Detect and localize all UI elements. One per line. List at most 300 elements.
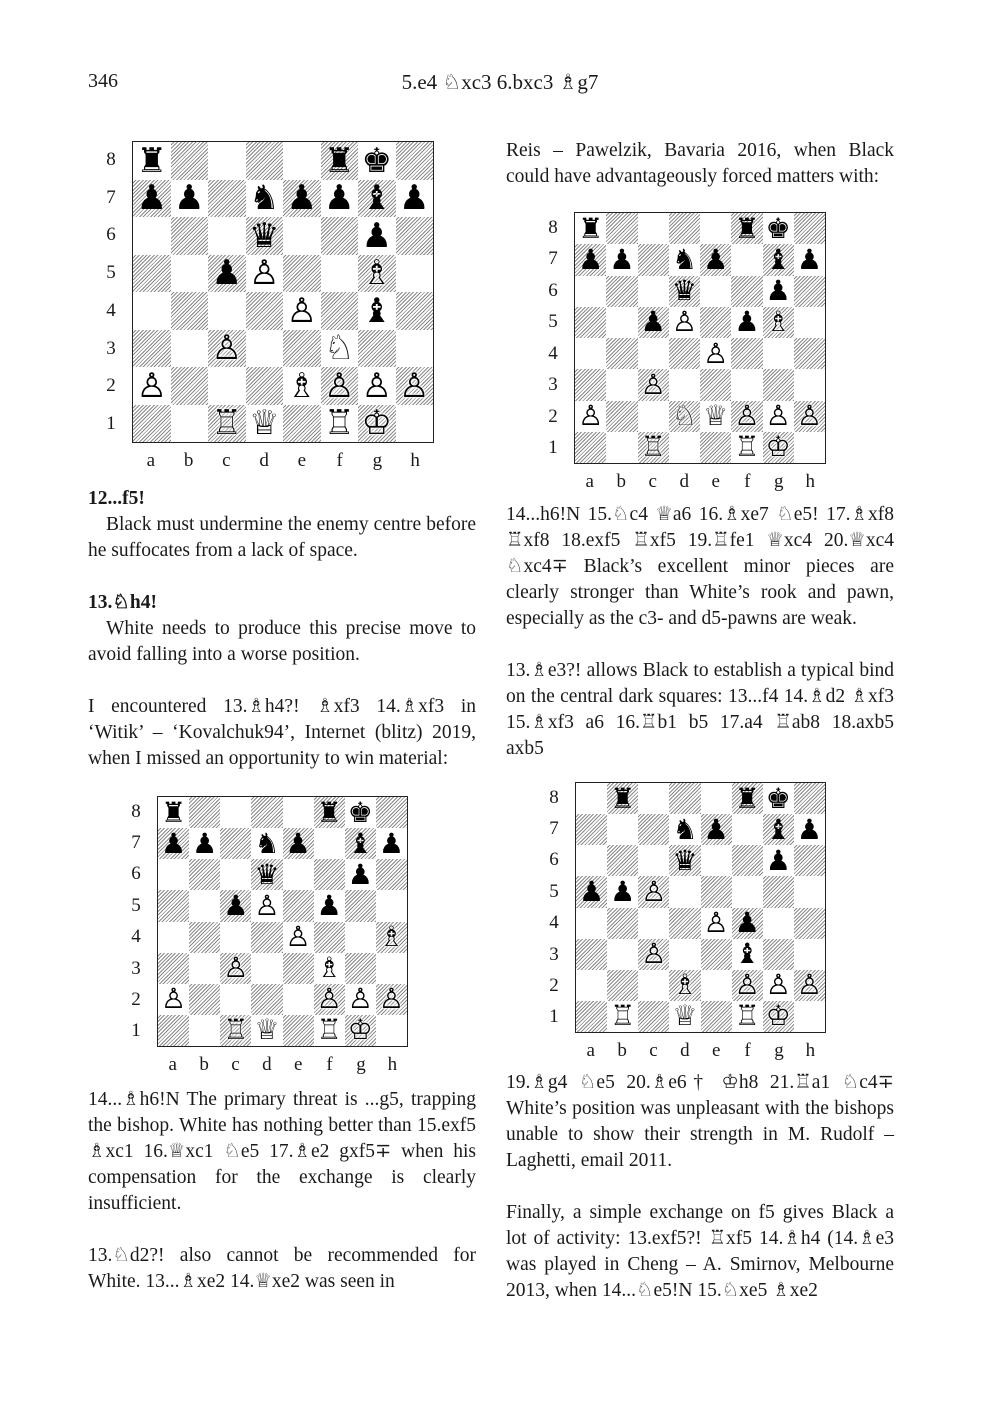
white-pawn-icon: ♙ bbox=[286, 292, 317, 330]
white-rook-icon: ♖ bbox=[640, 431, 666, 463]
square-g7 bbox=[763, 814, 794, 845]
rank-label: 1 bbox=[131, 1020, 141, 1042]
paragraph: 14...♗h6!N The primary threat is ...g5, trapping the bishop. White has nothing better than 15.exf5 ♗xc1 16.♕xc1 ♘e5 17.♗e2 gxf5∓ when his compensation for the exchange is clearly insufficient. bbox=[88, 1089, 476, 1214]
white-pawn-icon: ♙ bbox=[316, 983, 342, 1015]
square-f5 bbox=[732, 876, 763, 907]
square-d1 bbox=[669, 432, 700, 463]
black-pawn-icon: ♟ bbox=[703, 244, 729, 276]
file-label: e bbox=[711, 471, 720, 492]
square-f2 bbox=[314, 984, 345, 1015]
square-g2 bbox=[763, 401, 794, 432]
square-f1 bbox=[731, 432, 762, 463]
rank-label: 8 bbox=[131, 800, 141, 822]
square-b2 bbox=[189, 984, 220, 1015]
white-pawn-icon: ♙ bbox=[765, 969, 791, 1001]
white-king-icon: ♔ bbox=[765, 431, 791, 463]
square-g6 bbox=[763, 845, 794, 876]
paragraph: Black must undermine the enemy centre before he suffocates from a lack of space. bbox=[88, 514, 476, 561]
white-king-icon: ♔ bbox=[347, 1014, 373, 1046]
black-knight-icon: ♞ bbox=[249, 179, 280, 217]
paragraph: 14...h6!N 15.♘c4 ♕a6 16.♗xe7 ♘e5! 17.♗xf8 ♖xf8 18.exf5 ♖xf5 19.♖fe1 ♕xc4 20.♕xc4 ♘xc4∓ Black’s excellent minor pieces are clearly stronger than White’s rook and pawn, especially as the c3- and d5-pawns are weak. bbox=[506, 504, 894, 629]
black-bishop-icon: ♝ bbox=[765, 814, 791, 846]
file-label: h bbox=[805, 1040, 816, 1061]
white-pawn-icon: ♙ bbox=[378, 983, 404, 1015]
black-pawn-icon: ♟ bbox=[316, 890, 342, 922]
file-label: f bbox=[336, 450, 343, 471]
file-label: g bbox=[774, 1040, 784, 1061]
square-e1 bbox=[283, 1015, 314, 1046]
square-d8 bbox=[246, 142, 284, 180]
file-label: e bbox=[711, 1040, 721, 1061]
square-f4 bbox=[321, 292, 359, 330]
square-b6 bbox=[189, 859, 220, 890]
square-f3 bbox=[732, 939, 763, 970]
right-text-block-1 bbox=[506, 138, 894, 190]
file-label: c bbox=[649, 1040, 658, 1061]
square-a2 bbox=[133, 367, 171, 405]
square-d5 bbox=[669, 307, 700, 338]
rank-label: 3 bbox=[548, 374, 558, 396]
square-c5 bbox=[638, 876, 669, 907]
white-queen-icon: ♕ bbox=[672, 1000, 698, 1032]
square-g6 bbox=[763, 276, 794, 307]
chess-board bbox=[157, 796, 408, 1047]
right-text-block-3 bbox=[506, 1070, 894, 1304]
white-knight-icon: ♘ bbox=[671, 400, 697, 432]
chess-board bbox=[574, 212, 826, 464]
file-label: g bbox=[356, 1054, 366, 1075]
black-pawn-icon: ♟ bbox=[609, 244, 635, 276]
square-e6 bbox=[701, 845, 732, 876]
white-knight-icon: ♘ bbox=[324, 329, 355, 367]
square-e1 bbox=[700, 432, 731, 463]
square-b7 bbox=[189, 828, 220, 859]
square-e6 bbox=[283, 859, 314, 890]
black-bishop-icon: ♝ bbox=[347, 828, 373, 860]
rank-label: 2 bbox=[131, 988, 141, 1010]
rank-labels bbox=[123, 796, 149, 1047]
square-d5 bbox=[669, 876, 700, 907]
white-pawn-icon: ♙ bbox=[211, 329, 242, 367]
square-b3 bbox=[607, 939, 638, 970]
square-g5 bbox=[763, 307, 794, 338]
square-a4 bbox=[158, 922, 189, 953]
rank-label: 5 bbox=[131, 894, 141, 916]
black-rook-icon: ♜ bbox=[734, 213, 760, 245]
square-c2 bbox=[638, 401, 669, 432]
rank-label: 1 bbox=[549, 1006, 559, 1028]
square-c7 bbox=[638, 244, 669, 275]
white-rook-icon: ♖ bbox=[734, 431, 760, 463]
square-c4 bbox=[638, 338, 669, 369]
square-f3 bbox=[321, 330, 359, 368]
square-c2 bbox=[638, 970, 669, 1001]
white-pawn-icon: ♙ bbox=[734, 969, 760, 1001]
square-b4 bbox=[606, 338, 637, 369]
square-h2 bbox=[794, 970, 825, 1001]
square-c8 bbox=[208, 142, 246, 180]
square-d6 bbox=[669, 276, 700, 307]
black-pawn-icon: ♟ bbox=[579, 876, 605, 908]
black-rook-icon: ♜ bbox=[324, 142, 355, 180]
black-pawn-icon: ♟ bbox=[734, 306, 760, 338]
square-a3 bbox=[575, 369, 606, 400]
square-c2 bbox=[220, 984, 251, 1015]
white-pawn-icon: ♙ bbox=[136, 367, 167, 405]
square-b7 bbox=[171, 180, 209, 218]
black-pawn-icon: ♟ bbox=[286, 179, 317, 217]
rank-label: 8 bbox=[548, 216, 558, 238]
square-a3 bbox=[158, 953, 189, 984]
white-pawn-icon: ♙ bbox=[254, 890, 280, 922]
black-pawn-icon: ♟ bbox=[765, 845, 791, 877]
square-g7 bbox=[345, 828, 376, 859]
white-pawn-icon: ♙ bbox=[641, 876, 667, 908]
square-a1 bbox=[133, 405, 171, 443]
square-d1 bbox=[251, 1015, 282, 1046]
square-g4 bbox=[763, 338, 794, 369]
square-g4 bbox=[763, 908, 794, 939]
square-d8 bbox=[251, 797, 282, 828]
right-text-block-2 bbox=[506, 502, 894, 762]
square-d2 bbox=[246, 367, 284, 405]
square-f1 bbox=[314, 1015, 345, 1046]
square-a2 bbox=[575, 401, 606, 432]
square-h3 bbox=[396, 330, 434, 368]
square-g1 bbox=[358, 405, 396, 443]
square-a7 bbox=[575, 244, 606, 275]
rank-label: 3 bbox=[106, 337, 116, 359]
black-queen-icon: ♛ bbox=[671, 275, 697, 307]
black-pawn-icon: ♟ bbox=[192, 828, 218, 860]
rank-label: 6 bbox=[548, 279, 558, 301]
square-h7 bbox=[794, 244, 825, 275]
square-g2 bbox=[763, 970, 794, 1001]
square-b8 bbox=[607, 783, 638, 814]
square-h6 bbox=[396, 217, 434, 255]
running-head: 5.e4 ♘xc3 6.bxc3 ♗g7 bbox=[401, 70, 599, 94]
square-e8 bbox=[283, 142, 321, 180]
white-pawn-icon: ♙ bbox=[399, 367, 430, 405]
square-c8 bbox=[220, 797, 251, 828]
white-king-icon: ♔ bbox=[361, 404, 392, 442]
square-a4 bbox=[575, 338, 606, 369]
white-pawn-icon: ♙ bbox=[796, 400, 822, 432]
square-f4 bbox=[731, 338, 762, 369]
black-king-icon: ♚ bbox=[347, 797, 373, 829]
white-bishop-icon: ♗ bbox=[286, 367, 317, 405]
square-d4 bbox=[251, 922, 282, 953]
square-a5 bbox=[575, 307, 606, 338]
paragraph: 19.♗g4 ♘e5 20.♗e6† ♔h8 21.♖a1 ♘c4∓ White’s position was unpleasant with the bishops unable to show their strength in M. Rudolf – Laghetti, email 2011. bbox=[506, 1072, 894, 1171]
square-h4 bbox=[376, 922, 407, 953]
black-queen-icon: ♛ bbox=[672, 845, 698, 877]
square-e8 bbox=[701, 783, 732, 814]
square-c4 bbox=[638, 908, 669, 939]
rank-label: 6 bbox=[549, 849, 559, 871]
square-e5 bbox=[283, 255, 321, 293]
black-rook-icon: ♜ bbox=[316, 797, 342, 829]
file-label: d bbox=[679, 471, 689, 492]
black-knight-icon: ♞ bbox=[671, 244, 697, 276]
square-a5 bbox=[133, 255, 171, 293]
square-c7 bbox=[638, 814, 669, 845]
rank-label: 7 bbox=[548, 248, 558, 270]
rank-label: 4 bbox=[106, 299, 116, 321]
white-pawn-icon: ♙ bbox=[347, 983, 373, 1015]
rank-labels bbox=[98, 141, 124, 443]
square-h5 bbox=[376, 890, 407, 921]
black-bishop-icon: ♝ bbox=[765, 244, 791, 276]
square-e7 bbox=[283, 180, 321, 218]
square-f2 bbox=[321, 367, 359, 405]
white-queen-icon: ♕ bbox=[254, 1014, 280, 1046]
square-e4 bbox=[701, 908, 732, 939]
black-pawn-icon: ♟ bbox=[223, 890, 249, 922]
black-pawn-icon: ♟ bbox=[578, 244, 604, 276]
file-label: f bbox=[744, 1040, 751, 1061]
square-d3 bbox=[669, 369, 700, 400]
black-rook-icon: ♜ bbox=[136, 142, 167, 180]
square-f8 bbox=[731, 213, 762, 244]
square-d2 bbox=[251, 984, 282, 1015]
square-c4 bbox=[220, 922, 251, 953]
square-a4 bbox=[576, 908, 607, 939]
black-pawn-icon: ♟ bbox=[610, 876, 636, 908]
square-b6 bbox=[171, 217, 209, 255]
square-f2 bbox=[732, 970, 763, 1001]
rank-label: 3 bbox=[549, 943, 559, 965]
square-a8 bbox=[158, 797, 189, 828]
black-pawn-icon: ♟ bbox=[378, 828, 404, 860]
black-king-icon: ♚ bbox=[361, 142, 392, 180]
black-pawn-icon: ♟ bbox=[136, 179, 167, 217]
white-queen-icon: ♕ bbox=[703, 400, 729, 432]
file-label: b bbox=[199, 1054, 209, 1075]
square-b6 bbox=[606, 276, 637, 307]
square-d3 bbox=[251, 953, 282, 984]
square-a3 bbox=[576, 939, 607, 970]
square-b8 bbox=[606, 213, 637, 244]
square-e5 bbox=[700, 307, 731, 338]
black-pawn-icon: ♟ bbox=[796, 244, 822, 276]
square-f8 bbox=[321, 142, 359, 180]
square-h3 bbox=[794, 939, 825, 970]
file-label: a bbox=[168, 1054, 177, 1075]
black-rook-icon: ♜ bbox=[734, 783, 760, 815]
square-e2 bbox=[283, 984, 314, 1015]
square-c1 bbox=[208, 405, 246, 443]
square-d8 bbox=[669, 213, 700, 244]
rank-label: 7 bbox=[549, 818, 559, 840]
square-h8 bbox=[376, 797, 407, 828]
square-a8 bbox=[133, 142, 171, 180]
square-h5 bbox=[794, 876, 825, 907]
rank-label: 2 bbox=[548, 405, 558, 427]
square-g1 bbox=[345, 1015, 376, 1046]
square-g3 bbox=[763, 939, 794, 970]
square-g5 bbox=[763, 876, 794, 907]
square-f1 bbox=[321, 405, 359, 443]
file-labels bbox=[157, 1051, 408, 1079]
square-g8 bbox=[763, 213, 794, 244]
square-h6 bbox=[794, 276, 825, 307]
square-f6 bbox=[321, 217, 359, 255]
white-rook-icon: ♖ bbox=[223, 1014, 249, 1046]
white-bishop-icon: ♗ bbox=[378, 921, 404, 953]
rank-labels bbox=[541, 782, 567, 1033]
square-e3 bbox=[700, 369, 731, 400]
file-label: a bbox=[585, 471, 594, 492]
square-h2 bbox=[794, 401, 825, 432]
file-labels bbox=[574, 468, 826, 496]
black-pawn-icon: ♟ bbox=[211, 254, 242, 292]
square-e2 bbox=[701, 970, 732, 1001]
square-d4 bbox=[669, 338, 700, 369]
rank-label: 4 bbox=[131, 926, 141, 948]
square-e8 bbox=[283, 797, 314, 828]
square-a2 bbox=[158, 984, 189, 1015]
square-f2 bbox=[731, 401, 762, 432]
white-pawn-icon: ♙ bbox=[285, 921, 311, 953]
black-queen-icon: ♛ bbox=[249, 217, 280, 255]
rank-label: 5 bbox=[548, 311, 558, 333]
square-a3 bbox=[133, 330, 171, 368]
black-rook-icon: ♜ bbox=[578, 213, 604, 245]
square-b6 bbox=[607, 845, 638, 876]
black-pawn-icon: ♟ bbox=[734, 907, 760, 939]
left-text-block-1 bbox=[88, 486, 476, 772]
paragraph: White needs to produce this precise move to avoid falling into a worse position. bbox=[88, 618, 476, 665]
square-a1 bbox=[576, 1001, 607, 1032]
file-label: h bbox=[410, 450, 420, 471]
square-c7 bbox=[208, 180, 246, 218]
file-label: b bbox=[183, 450, 194, 471]
rank-label: 5 bbox=[549, 880, 559, 902]
rank-label: 3 bbox=[131, 957, 141, 979]
square-e2 bbox=[283, 367, 321, 405]
square-e8 bbox=[700, 213, 731, 244]
square-e3 bbox=[283, 330, 321, 368]
square-b7 bbox=[606, 244, 637, 275]
file-label: d bbox=[259, 450, 269, 471]
white-rook-icon: ♖ bbox=[610, 1000, 636, 1032]
square-h6 bbox=[794, 845, 825, 876]
rank-label: 6 bbox=[131, 863, 141, 885]
square-h7 bbox=[396, 180, 434, 218]
square-g2 bbox=[358, 367, 396, 405]
file-label: g bbox=[774, 471, 784, 492]
square-f8 bbox=[314, 797, 345, 828]
white-rook-icon: ♖ bbox=[211, 404, 242, 442]
white-pawn-icon: ♙ bbox=[765, 400, 791, 432]
square-e4 bbox=[700, 338, 731, 369]
square-f5 bbox=[314, 890, 345, 921]
paragraph: 13.♗e3?! allows Black to establish a typical bind on the central dark squares: 13...f4 14.♗d2 ♗xf3 15.♗xf3 a6 16.♖b1 b5 17.a4 ♖ab8 18.axb5 axb5 bbox=[506, 660, 894, 759]
square-f1 bbox=[732, 1001, 763, 1032]
square-d7 bbox=[251, 828, 282, 859]
square-c5 bbox=[638, 307, 669, 338]
file-labels bbox=[575, 1037, 826, 1065]
rank-label: 5 bbox=[106, 262, 116, 284]
file-label: h bbox=[387, 1054, 398, 1075]
square-d7 bbox=[246, 180, 284, 218]
square-c3 bbox=[208, 330, 246, 368]
square-e7 bbox=[701, 814, 732, 845]
square-a1 bbox=[158, 1015, 189, 1046]
square-e3 bbox=[283, 953, 314, 984]
file-label: g bbox=[372, 450, 383, 471]
square-g1 bbox=[763, 432, 794, 463]
file-label: h bbox=[805, 471, 815, 492]
square-c1 bbox=[638, 1001, 669, 1032]
square-e4 bbox=[283, 922, 314, 953]
square-b1 bbox=[607, 1001, 638, 1032]
black-pawn-icon: ♟ bbox=[347, 859, 373, 891]
square-g7 bbox=[763, 244, 794, 275]
square-c5 bbox=[220, 890, 251, 921]
square-h3 bbox=[794, 369, 825, 400]
rank-label: 7 bbox=[131, 832, 141, 854]
square-g5 bbox=[345, 890, 376, 921]
file-label: e bbox=[293, 1054, 303, 1075]
white-pawn-icon: ♙ bbox=[249, 254, 280, 292]
square-g8 bbox=[358, 142, 396, 180]
square-c6 bbox=[638, 276, 669, 307]
square-c3 bbox=[638, 939, 669, 970]
square-g2 bbox=[345, 984, 376, 1015]
page-number: 346 bbox=[88, 70, 118, 92]
square-f6 bbox=[731, 276, 762, 307]
white-rook-icon: ♖ bbox=[316, 1014, 342, 1046]
square-b4 bbox=[171, 292, 209, 330]
white-pawn-icon: ♙ bbox=[161, 983, 187, 1015]
square-d7 bbox=[669, 244, 700, 275]
square-b3 bbox=[189, 953, 220, 984]
square-f5 bbox=[321, 255, 359, 293]
square-f6 bbox=[314, 859, 345, 890]
square-h8 bbox=[396, 142, 434, 180]
black-pawn-icon: ♟ bbox=[324, 179, 355, 217]
black-rook-icon: ♜ bbox=[161, 797, 187, 829]
square-f7 bbox=[314, 828, 345, 859]
square-g6 bbox=[358, 217, 396, 255]
square-c8 bbox=[638, 213, 669, 244]
black-king-icon: ♚ bbox=[765, 213, 791, 245]
paragraph: 13.♘d2?! also cannot be recommended for White. 13...♗xe2 14.♕xe2 was seen in bbox=[88, 1245, 476, 1292]
square-g3 bbox=[763, 369, 794, 400]
square-d2 bbox=[669, 401, 700, 432]
square-c6 bbox=[638, 845, 669, 876]
white-pawn-icon: ♙ bbox=[703, 338, 729, 370]
file-label: a bbox=[586, 1040, 595, 1061]
square-a6 bbox=[133, 217, 171, 255]
paragraph: Finally, a simple exchange on f5 gives Black a lot of activity: 13.exf5?! ♖xf5 14.♗h4 (14.♗e3 was played in Cheng – A. Smirnov, Melbourne 2013, when 14...♘e5!N 15.♘xe5 ♗xe2 bbox=[506, 1202, 894, 1301]
square-g8 bbox=[345, 797, 376, 828]
square-h1 bbox=[794, 432, 825, 463]
black-bishop-icon: ♝ bbox=[361, 292, 392, 330]
square-b1 bbox=[171, 405, 209, 443]
square-a5 bbox=[158, 890, 189, 921]
square-a1 bbox=[575, 432, 606, 463]
square-b5 bbox=[189, 890, 220, 921]
square-c7 bbox=[220, 828, 251, 859]
square-b7 bbox=[607, 814, 638, 845]
square-e7 bbox=[283, 828, 314, 859]
square-f3 bbox=[314, 953, 345, 984]
white-rook-icon: ♖ bbox=[734, 1000, 760, 1032]
square-h4 bbox=[794, 908, 825, 939]
